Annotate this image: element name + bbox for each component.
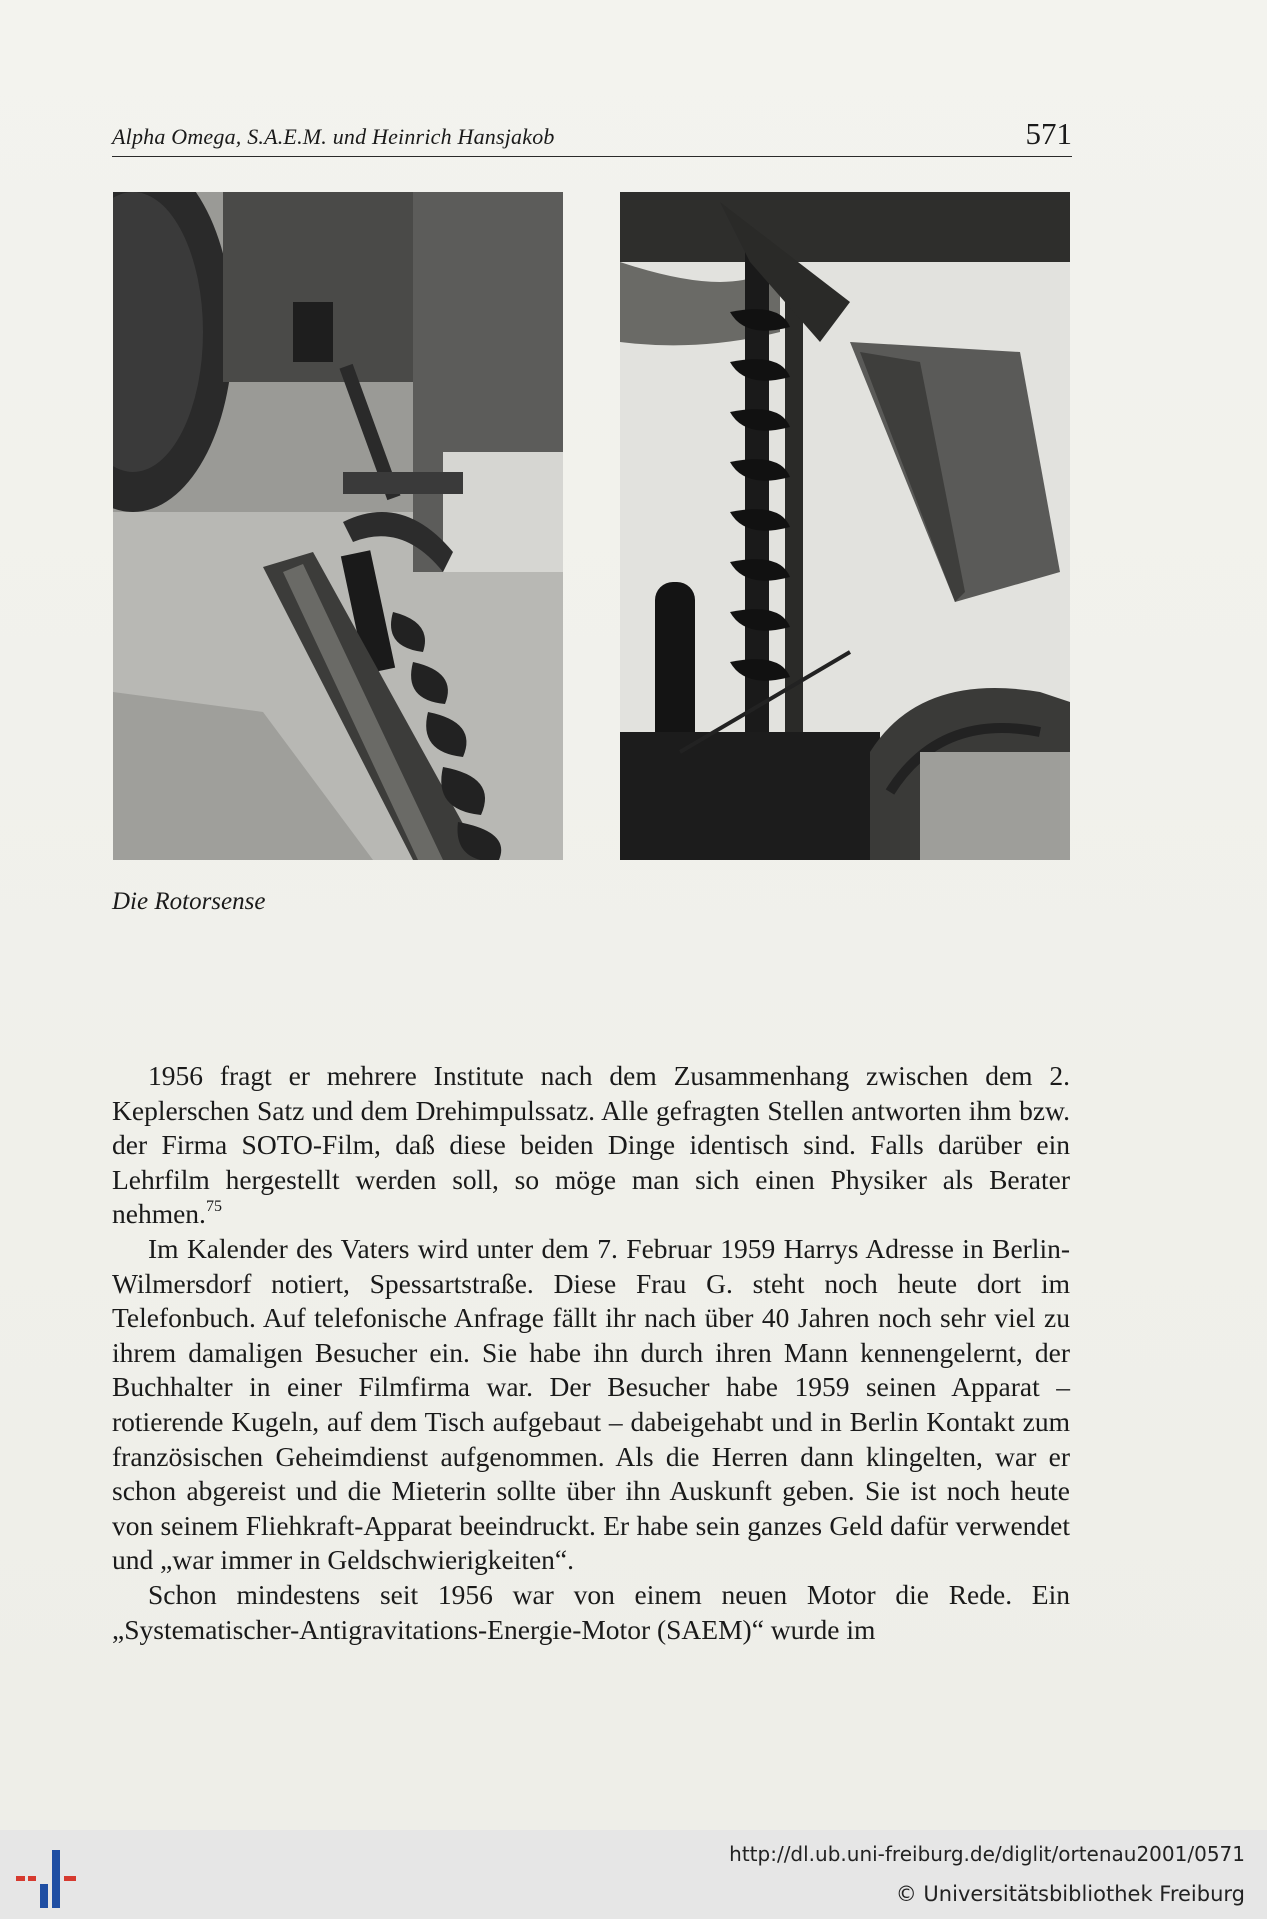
paragraph-text: Schon mindestens seit 1956 war von einem neuen Motor die Rede. Ein „Systematischer-Antigravitations-Energie-Motor (SAEM)“ wurde im bbox=[112, 1578, 1070, 1645]
library-footer bbox=[0, 1830, 1267, 1919]
rotary-mower-photo-icon bbox=[113, 192, 563, 860]
ub-freiburg-logo-icon[interactable] bbox=[14, 1846, 80, 1910]
running-title: Alpha Omega, S.A.E.M. und Heinrich Hansjakob bbox=[112, 124, 555, 149]
figure-caption: Die Rotorsense bbox=[112, 888, 266, 915]
rotary-mower-photo-icon bbox=[620, 192, 1070, 860]
paragraph-text: 1956 fragt er mehrere Institute nach dem Zusammenhang zwischen dem 2. Keplerschen Satz und dem Drehimpulssatz. Alle gefragten Stellen antworten ihm bzw. der Firma SOTO-Film, daß diese beiden Dinge identisch sind. Falls darüber ein Lehrfilm hergestellt werden soll, so möge man sich einen Physiker als Berater nehmen. bbox=[112, 1060, 1070, 1230]
footnote-marker[interactable]: 75 bbox=[205, 1198, 222, 1216]
running-head bbox=[112, 118, 1072, 157]
body-text bbox=[112, 1059, 1070, 1647]
paragraph-text: Im Kalender des Vaters wird unter dem 7. Februar 1959 Harrys Adresse in Berlin-Wilmersdorf notiert, Spessartstraße. Diese Frau G. steht noch heute dort im Telefonbuch. Auf telefonische Anfrage fällt ihr nach über 40 Jahren noch sehr viel zu ihrem damaligen Besucher ein. Sie habe ihn durch ihren Mann kennengelernt, der Buchhalter in einer Filmfirma war. Der Besucher habe 1959 seinen Apparat – rotierende Kugeln, auf dem Tisch aufgebaut – dabeigehabt und in Berlin Kontakt zum französischen Geheimdienst aufgenommen. Als die Herren dann klingelten, war er schon abgereist und die Mieterin sollte über ihn Auskunft geben. Sie ist noch heute von seinem Fliehkraft-Apparat beeindruckt. Er habe sein ganzes Geld dafür verwendet und „war immer in Geldschwierigkeiten“. bbox=[112, 1232, 1070, 1576]
rotary-mower-photo-right bbox=[620, 192, 1070, 860]
paragraph bbox=[112, 1578, 1070, 1647]
page-number: 571 bbox=[1025, 116, 1072, 151]
paragraph bbox=[112, 1232, 1070, 1578]
rotary-mower-photo-left bbox=[113, 192, 563, 860]
paragraph bbox=[112, 1059, 1070, 1232]
permalink-url[interactable]: http://dl.ub.uni-freiburg.de/diglit/ortenau2001/0571 bbox=[729, 1842, 1245, 1866]
copyright-notice: © Universitätsbibliothek Freiburg bbox=[895, 1882, 1245, 1906]
